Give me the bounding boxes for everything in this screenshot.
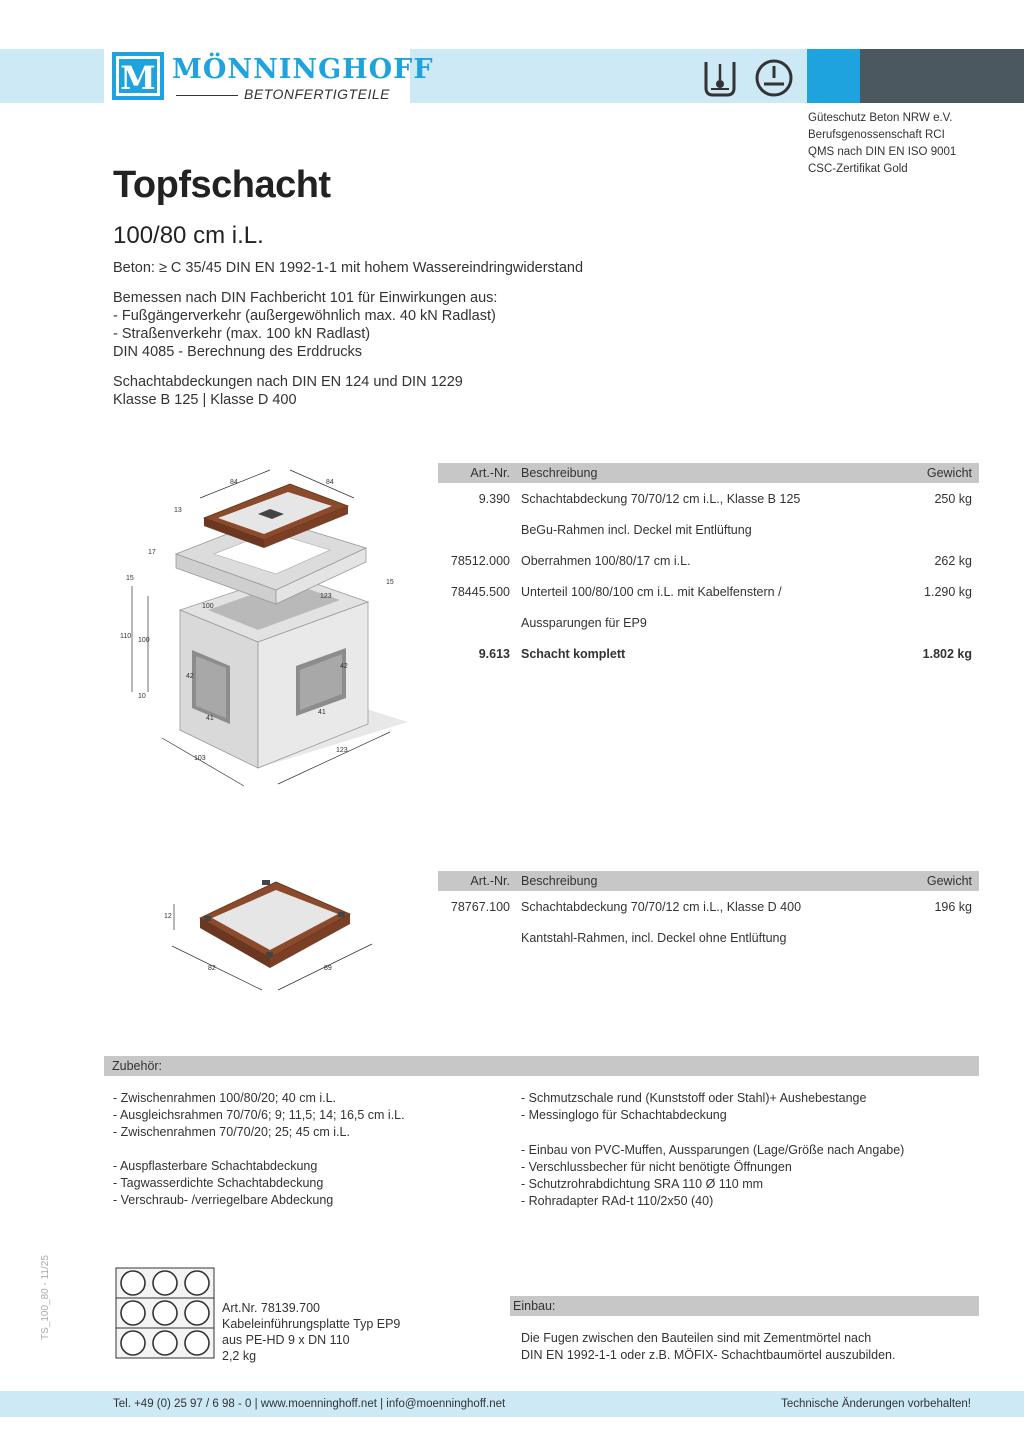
brand-logo-icon: [112, 52, 164, 100]
cell-art: 9.390: [478, 492, 510, 506]
accessories-list: [113, 1090, 405, 1141]
article-table-main: [438, 463, 979, 669]
cover-spec: [113, 373, 463, 409]
cell-weight: 250 kg: [934, 492, 972, 506]
dim-label: 12: [164, 913, 172, 920]
dim-label: 41: [318, 709, 326, 716]
brand-divider: [176, 95, 238, 96]
cell-weight: 262 kg: [934, 554, 972, 568]
list-item: - Rohradapter RAd-t 110/2x50 (40): [521, 1194, 714, 1208]
dim-label: 13: [174, 507, 182, 514]
table-row: [438, 514, 979, 545]
design-line: DIN 4085 - Berechnung des Erddrucks: [113, 344, 363, 360]
accessories-list: [521, 1142, 904, 1210]
list-item: - Schutzrohrabdichtung SRA 110 Ø 110 mm: [521, 1177, 764, 1191]
cell-desc: Schachtabdeckung 70/70/12 cm i.L., Klasse B 125: [521, 492, 801, 506]
certification-item: Güteschutz Beton NRW e.V.: [808, 112, 953, 124]
document-code: TS_100_80 - 11/25: [40, 1255, 51, 1340]
list-item: - Zwischenrahmen 70/70/20; 25; 45 cm i.L.: [113, 1125, 350, 1139]
header-art: Art.-Nr.: [470, 466, 510, 480]
installation-text: [521, 1330, 895, 1364]
cell-desc: Schacht komplett: [521, 647, 626, 661]
table-row: [438, 891, 979, 922]
page-subtitle: 100/80 cm i.L.: [113, 222, 264, 249]
footer-note: Technische Änderungen vorbehalten!: [781, 1398, 971, 1410]
plate-line: Art.Nr. 78139.700: [222, 1301, 320, 1315]
table-row: [438, 483, 979, 514]
safety-seal-icon: [754, 58, 794, 98]
dim-label: 84: [326, 479, 334, 486]
cell-desc: BeGu-Rahmen incl. Deckel mit Entlüftung: [521, 523, 752, 537]
cell-desc: Oberrahmen 100/80/17 cm i.L.: [521, 554, 691, 568]
dim-label: 100: [138, 637, 150, 644]
cell-weight: 196 kg: [934, 900, 972, 914]
table-row: [438, 607, 979, 638]
list-item: - Verschraub- /verriegelbare Abdeckung: [113, 1193, 334, 1207]
list-item: - Tagwasserdichte Schachtabdeckung: [113, 1176, 324, 1190]
list-item: - Zwischenrahmen 100/80/20; 40 cm i.L.: [113, 1091, 337, 1105]
installation-header: [510, 1296, 979, 1316]
header-accent-blue: [807, 49, 860, 103]
header-desc: Beschreibung: [521, 466, 598, 480]
dim-label: 82: [208, 965, 216, 972]
dim-label: 10: [138, 693, 146, 700]
dim-label: 89: [324, 965, 332, 972]
table-row: [438, 545, 979, 576]
dim-label: 110: [120, 633, 132, 640]
dim-label: 15: [126, 575, 134, 582]
header-accent-dark: [860, 49, 1024, 103]
dim-label: 100: [202, 603, 214, 610]
plate-description: [222, 1300, 400, 1364]
accessories-list: [113, 1158, 333, 1209]
dim-label: 41: [206, 715, 214, 722]
quality-seal-icon: [702, 58, 738, 98]
plate-line: 2,2 kg: [222, 1349, 257, 1363]
cell-art: 78767.100: [450, 900, 510, 914]
table-row: [438, 922, 979, 953]
cell-art: 9.613: [478, 647, 510, 661]
dim-label: 123: [320, 593, 332, 600]
dim-label: 15: [386, 579, 394, 586]
table-row: [438, 576, 979, 607]
plate-line: aus PE-HD 9 x DN 110: [222, 1333, 350, 1347]
accessories-header: [104, 1056, 979, 1076]
dim-label: 84: [230, 479, 238, 486]
cell-desc: Schachtabdeckung 70/70/12 cm i.L., Klasse D 400: [521, 900, 802, 914]
certification-item: QMS nach DIN EN ISO 9001: [808, 146, 957, 158]
cell-art: 78512.000: [450, 554, 510, 568]
design-line: - Straßenverkehr (max. 100 kN Radlast): [113, 326, 371, 342]
list-item: - Auspflasterbare Schachtabdeckung: [113, 1159, 318, 1173]
dim-label: 103: [194, 755, 206, 762]
plate-line: Kabeleinführungsplatte Typ EP9: [222, 1317, 401, 1331]
table-row-total: [438, 638, 979, 669]
design-line: - Fußgängerverkehr (außergewöhnlich max. 40 kN Radlast): [113, 308, 496, 324]
cell-desc: Kantstahl-Rahmen, incl. Deckel ohne Entlüftung: [521, 931, 787, 945]
list-item: - Ausgleichsrahmen 70/70/6; 9; 11,5; 14; 16,5 cm i.L.: [113, 1108, 405, 1122]
installation-line: Die Fugen zwischen den Bauteilen sind mit Zementmörtel nach: [521, 1331, 872, 1345]
table-header: [438, 871, 979, 891]
cell-weight: 1.290 kg: [924, 585, 972, 599]
dim-label: 42: [340, 663, 348, 670]
cell-desc: Unterteil 100/80/100 cm i.L. mit Kabelfenstern /: [521, 585, 782, 599]
installation-line: DIN EN 1992-1-1 oder z.B. MÖFIX- Schachtbaumörtel auszubilden.: [521, 1348, 896, 1362]
table-header: [438, 463, 979, 483]
shaft-exploded-drawing: [118, 462, 408, 794]
cell-desc: Aussparungen für EP9: [521, 616, 647, 630]
page-title: Topfschacht: [113, 164, 331, 206]
design-spec: [113, 289, 497, 361]
header-art: Art.-Nr.: [470, 874, 510, 888]
header-desc: Beschreibung: [521, 874, 598, 888]
design-line: Bemessen nach DIN Fachbericht 101 für Einwirkungen aus:: [113, 290, 498, 306]
cell-weight: 1.802 kg: [922, 647, 972, 661]
list-item: - Verschlussbecher für nicht benötigte Öffnungen: [521, 1160, 792, 1174]
brand-name: MÖNNINGHOFF: [172, 54, 434, 85]
list-item: - Einbau von PVC-Muffen, Aussparungen (Lage/Größe nach Angabe): [521, 1143, 905, 1157]
logo-letter: M: [120, 59, 156, 97]
cover-line: Schachtabdeckungen nach DIN EN 124 und DIN 1229: [113, 374, 463, 390]
certification-item: Berufsgenossenschaft RCI: [808, 129, 945, 141]
dim-label: 42: [186, 673, 194, 680]
certification-list: [808, 110, 956, 178]
cell-art: 78445.500: [450, 585, 510, 599]
cover-d400-drawing: [158, 872, 380, 998]
footer-contact: Tel. +49 (0) 25 97 / 6 98 - 0 | www.moenninghoff.net | info@moenninghoff.net: [113, 1398, 506, 1410]
cable-entry-plate-drawing: [114, 1266, 216, 1360]
concrete-spec: Beton: ≥ C 35/45 DIN EN 1992-1-1 mit hohem Wassereindringwiderstand: [113, 260, 584, 276]
header-weight: Gewicht: [926, 874, 972, 888]
brand-subtitle: BETONFERTIGTEILE: [244, 86, 390, 102]
dim-label: 123: [336, 747, 348, 754]
certification-item: CSC-Zertifikat Gold: [808, 163, 908, 175]
list-item: - Schmutzschale rund (Kunststoff oder Stahl)+ Aushebestange: [521, 1091, 867, 1105]
article-table-cover: [438, 871, 979, 953]
dim-label: 17: [148, 549, 156, 556]
accessories-label: Zubehör:: [112, 1059, 163, 1073]
header-weight: Gewicht: [926, 466, 972, 480]
list-item: - Messinglogo für Schachtabdeckung: [521, 1108, 727, 1122]
cover-line: Klasse B 125 | Klasse D 400: [113, 392, 297, 408]
installation-label: Einbau:: [513, 1299, 556, 1313]
accessories-list: [521, 1090, 866, 1124]
